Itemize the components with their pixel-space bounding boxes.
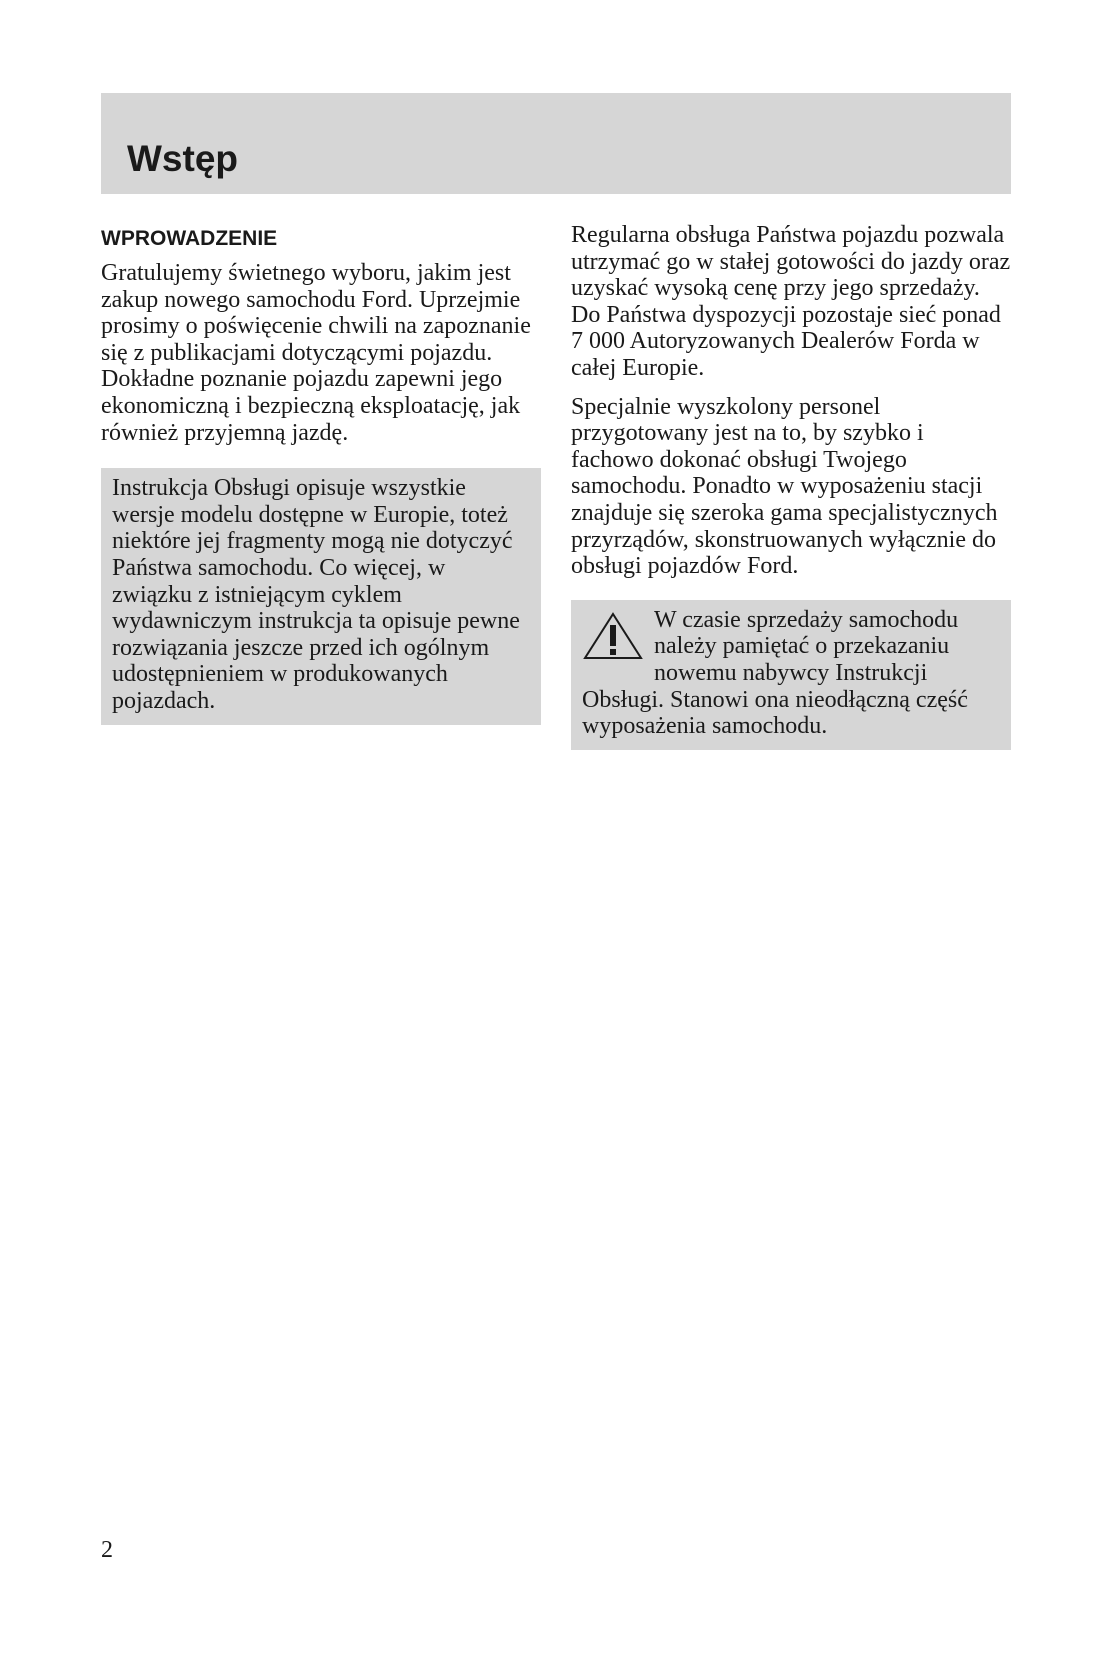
right-column [571,222,1011,750]
left-column [101,222,541,725]
info-note-text: Instrukcja Obsługi opisuje wszystkie wersje modelu dostępne w Europie, toteż niektóre jej fragmenty mogą nie dotyczyć Państwa samochodu. Co więcej, w związku z istniejącym cyklem wydawniczym instrukcja ta opisuje pewne rozwiązania jeszcze przed ich ogólnym udostępnieniem w produkowanych pojazdach. [112,475,520,714]
intro-paragraph: Gratulujemy świetnego wyboru, jakim jest zakup nowego samochodu Ford. Uprzejmie prosimy o poświęcenie chwili na zapoznanie się z publikacjami dotyczącymi pojazdu. Dokładne poznanie pojazdu zapewni jego ekonomiczną i bezpieczną eksploatację, jak również przyjemną jazdę. [101,260,531,446]
page-number: 2 [101,1537,113,1563]
service-paragraph: Regularna obsługa Państwa pojazdu pozwala utrzymać go w stałej gotowości do jazdy oraz uzyskać wysoką cenę przy jego sprzedaży. Do Państwa dyspozycji pozostaje sieć ponad 7 000 Autoryzowanych Dealerów Forda w całej Europie. [571,222,1011,381]
warning-box [571,600,1011,750]
warning-text: W czasie sprzedaży samochodu należy pamiętać o przekazaniu nowemu nabywcy Instrukcji Obsługi. Stanowi ona nieodłączną część wyposażenia samochodu. [582,606,968,740]
warning-triangle-icon [582,611,644,661]
staff-paragraph: Specjalnie wyszkolony personel przygotowany jest na to, by szybko i fachowo dokonać obsługi Twojego samochodu. Ponadto w wyposażeniu stacji znajduje się szeroka gama specjalistycznych przyrządów, skonstruowanych wyłącznie do obsługi pojazdów Ford. [571,393,998,580]
page-title: Wstęp [127,138,238,179]
header-band [101,93,1011,194]
info-note-box [101,468,541,724]
section-heading: WPROWADZENIE [101,227,278,250]
